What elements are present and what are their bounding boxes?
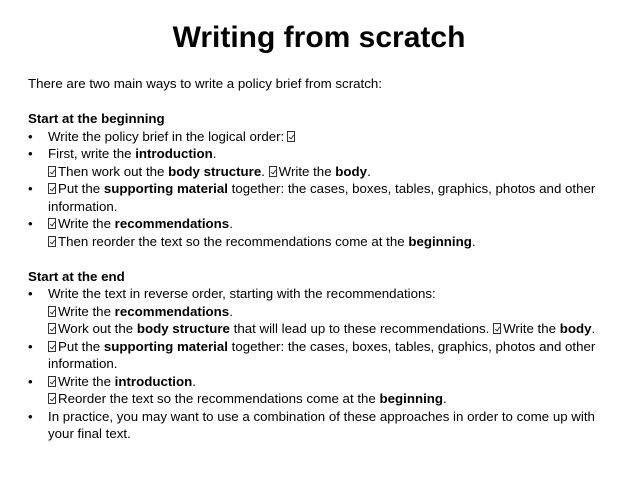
list-item [28,128,618,146]
bold-run: body structure [136,321,230,336]
text-run: Put the [58,181,104,196]
item-text: Write the policy brief in the logical order: [48,128,285,144]
bold-run: body [559,321,592,336]
text-run: Write the [58,373,115,389]
text-run: First, write the [48,146,136,161]
text-run: Then reorder the text so the recommendations come at the [58,233,409,249]
bullet-marker: • [28,128,33,144]
bullet-marker: • [28,286,33,301]
text-run: Reorder the text so the recommendations come at the [58,391,380,406]
bold-run: introduction [114,373,193,389]
item-line [48,215,618,233]
item-text: In practice, you may want to use a combination of these approaches in order to come up with your final text. [48,408,595,441]
spacer [28,93,618,111]
list-item [28,215,618,250]
bold-run: beginning [408,233,472,249]
bold-run: body [335,163,368,179]
bullet-marker: • [28,181,33,196]
missing-character-icon [269,166,277,177]
item-line [48,233,618,251]
list-item [28,408,618,443]
text-run: . [229,216,233,231]
text-run: Write the [503,321,560,336]
bullet-marker: • [28,373,33,389]
text-run: . [229,303,233,319]
bold-run: recommendations [114,303,230,319]
missing-character-icon [48,323,56,334]
item-line [48,163,618,181]
item-line [48,145,618,163]
intro-text: There are two main ways to write a policy brief from scratch: [28,76,382,91]
bullet-marker: • [28,216,33,231]
missing-character-icon [48,376,56,387]
missing-character-icon [48,183,56,194]
spacer [28,250,618,268]
missing-character-icon [287,131,295,142]
item-line [48,180,618,215]
bold-run: supporting material [103,181,228,196]
missing-character-icon [48,306,56,317]
text-run: . [591,321,596,336]
text-run: together: the cases, boxes, tables, graphics, photos and other information. [48,181,596,214]
item-line [48,303,618,321]
slide-title: Writing from scratch [172,21,466,54]
bullet-marker: • [28,338,33,354]
section-heading-end: Start at the end [28,268,125,284]
item-line [48,285,618,303]
bold-run: recommendations [114,216,230,231]
list-item [28,338,618,373]
text-run: . [443,391,447,406]
text-run: . [367,163,371,179]
text-run: Write the text in reverse order, starting with the recommendations: [48,286,436,301]
list-item [28,373,618,408]
text-run: Then work out the [58,163,169,179]
missing-character-icon [48,393,56,404]
bold-run: beginning [379,391,444,406]
text-run: Write the [278,163,336,179]
text-run: that will lead up to these recommendations. [229,321,494,336]
item-line [48,320,618,338]
item-line [48,338,618,373]
missing-character-icon [48,218,56,229]
item-line [48,390,618,408]
text-run: . [192,373,196,389]
text-run: . [471,233,476,249]
list-item [28,145,618,180]
bold-run: introduction [135,146,213,161]
bold-run: body structure [168,163,262,179]
text-run: Put the [58,338,104,354]
item-line [48,373,618,391]
text-run: . [261,163,265,179]
list-item [28,285,618,338]
bullet-list-beginning [28,128,618,251]
text-run: Write the [58,303,115,319]
missing-character-icon [48,236,56,247]
bullet-marker: • [28,146,33,161]
bullet-marker: • [28,408,33,424]
text-run: Write the [58,216,115,231]
list-item [28,180,618,215]
bold-run: supporting material [103,338,228,354]
slide-body [28,75,618,443]
missing-character-icon [493,323,501,334]
bullet-list-end [28,285,618,443]
missing-character-icon [48,341,56,352]
text-run: . [212,146,217,161]
missing-character-icon [48,166,56,177]
text-run: together: the cases, boxes, tables, graphics, photos and other information. [48,338,596,371]
section-heading-beginning: Start at the beginning [28,111,165,126]
text-run: Work out the [58,321,137,336]
